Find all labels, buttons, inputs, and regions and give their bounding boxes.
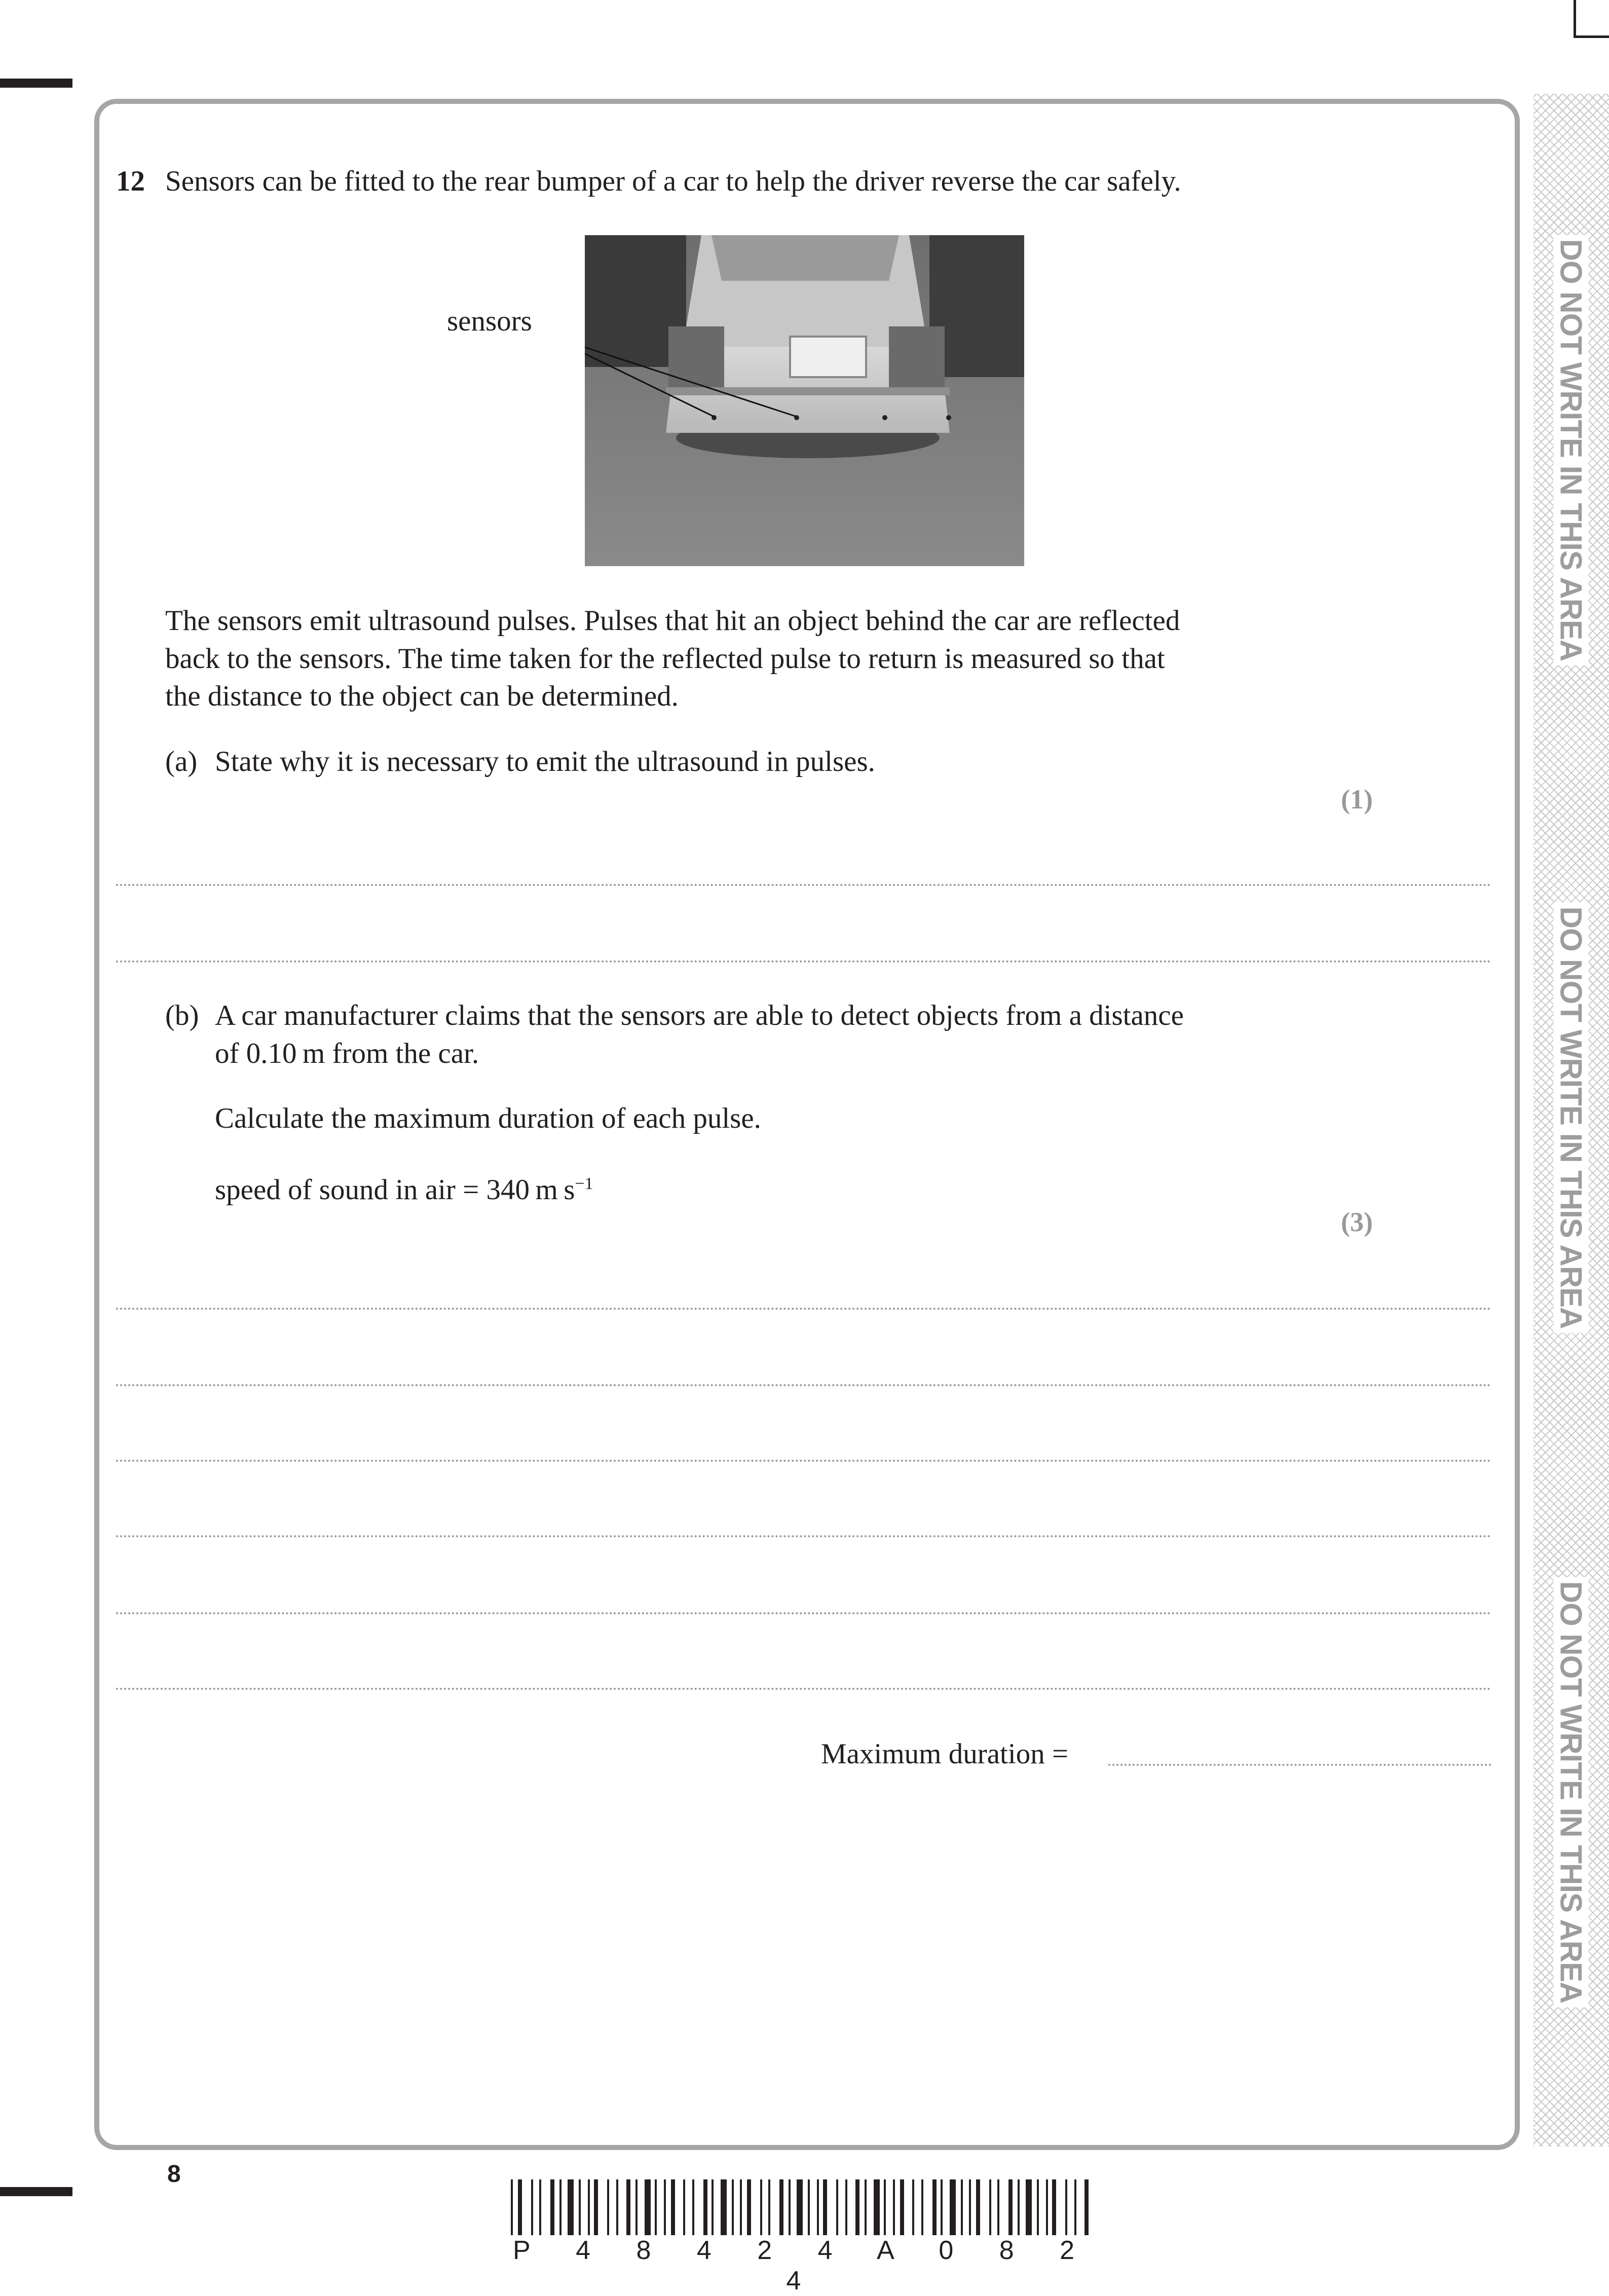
margin-notice: DO NOT WRITE IN THIS AREA (1554, 1577, 1589, 2008)
answer-field-maximum-duration[interactable] (1108, 1764, 1491, 1766)
barcode-bar (671, 2179, 675, 2235)
given-exponent: −1 (575, 1174, 593, 1193)
barcode-bar (594, 2179, 598, 2235)
barcode-bar (855, 2179, 859, 2235)
paragraph-line: back to the sensors. The time taken for the reflected pulse to return is measured so that (165, 643, 1165, 675)
barcode-bar (900, 2179, 904, 2235)
barcode-bar (732, 2179, 734, 2235)
part-b-label: (b) (165, 999, 199, 1031)
barcode-bar (1026, 2179, 1032, 2235)
barcode-text: P 4 8 4 2 4 A 0 8 2 4 (512, 2236, 1094, 2295)
answer-line[interactable] (116, 1612, 1491, 1614)
barcode-bar (747, 2179, 751, 2235)
part-b-text: of 0.10 m from the car. (215, 1038, 479, 1069)
answer-line[interactable] (116, 1688, 1491, 1690)
barcode-bar (932, 2179, 937, 2235)
barcode-bar (808, 2179, 810, 2235)
barcode-bar (941, 2179, 943, 2235)
barcode-bar (817, 2179, 819, 2235)
figure-label-sensors: sensors (447, 305, 532, 337)
margin-notice: DO NOT WRITE IN THIS AREA (1554, 903, 1589, 1333)
barcode-bar (1008, 2179, 1013, 2235)
barcode-bar (823, 2179, 827, 2235)
part-a-label: (a) (165, 746, 198, 777)
part-b-marks: (3) (1341, 1207, 1373, 1237)
barcode-bar (692, 2179, 694, 2235)
given-text: speed of sound in air = 340 m s (215, 1174, 575, 1206)
question-number: 12 (116, 165, 145, 197)
answer-line[interactable] (116, 1460, 1491, 1462)
paragraph-line: The sensors emit ultrasound pulses. Pulses that hit an object behind the car are reflected (165, 605, 1180, 637)
barcode-bar (961, 2179, 963, 2235)
barcode-bar (976, 2179, 980, 2235)
barcode-bar (789, 2179, 791, 2235)
barcode-bar (874, 2179, 880, 2235)
barcode-bar (1074, 2179, 1076, 2235)
barcode-bar (997, 2179, 999, 2235)
barcode-bar (740, 2179, 742, 2235)
answer-line[interactable] (116, 960, 1491, 962)
answer-line[interactable] (116, 1308, 1491, 1310)
barcode-bar (579, 2179, 581, 2235)
barcode-bar (712, 2179, 714, 2235)
barcode-bar (664, 2179, 666, 2235)
barcode-bar (779, 2179, 783, 2235)
margin-notice: DO NOT WRITE IN THIS AREA (1554, 235, 1589, 665)
barcode-bar (950, 2179, 956, 2235)
part-b-given (215, 1167, 593, 1207)
barcode-bar (893, 2179, 895, 2235)
barcode-bar (797, 2179, 803, 2235)
barcode-bar (550, 2179, 554, 2235)
barcode-bar (568, 2179, 574, 2235)
barcode-bar (865, 2179, 867, 2235)
barcode-bar (531, 2179, 533, 2235)
barcode-bar (607, 2179, 609, 2235)
car-rear-photo (585, 235, 1024, 566)
barcode-bar (703, 2179, 707, 2235)
barcode-bar (884, 2179, 886, 2235)
barcode-bar (768, 2179, 770, 2235)
barcode-bar (539, 2179, 541, 2235)
part-a-text: State why it is necessary to emit the ultrasound in pulses. (215, 746, 875, 777)
paragraph-line: the distance to the object can be determined. (165, 680, 679, 712)
barcode-bar (836, 2179, 838, 2235)
answer-label: Maximum duration = (821, 1738, 1069, 1770)
barcode-bar (721, 2179, 727, 2235)
barcode-bar (1065, 2179, 1067, 2235)
barcode-bar (626, 2179, 630, 2235)
answer-line[interactable] (116, 1384, 1491, 1386)
answer-line[interactable] (116, 1535, 1491, 1537)
barcode-bar (616, 2179, 618, 2235)
part-b-instruction: Calculate the maximum duration of each pulse. (215, 1102, 761, 1134)
barcode-bar (1046, 2179, 1048, 2235)
part-b-text: A car manufacturer claims that the sensors are able to detect objects from a distance (215, 999, 1184, 1031)
barcode-bar (518, 2179, 522, 2235)
barcode-bar (1037, 2179, 1039, 2235)
barcode-bar (921, 2179, 923, 2235)
crop-mark-bottom (0, 2187, 72, 2196)
barcode-bar (511, 2179, 513, 2235)
barcode-bar (635, 2179, 638, 2235)
barcode-bar (989, 2179, 991, 2235)
barcode-bar (1084, 2179, 1089, 2235)
barcode-bar (559, 2179, 562, 2235)
barcode-bar (1018, 2179, 1020, 2235)
page-number: 8 (167, 2161, 181, 2188)
barcode-bar (969, 2179, 971, 2235)
crop-mark-top (0, 79, 72, 88)
barcode-bar (588, 2179, 590, 2235)
barcode-bar (1052, 2179, 1056, 2235)
question-intro: Sensors can be fitted to the rear bumper of a car to help the driver reverse the car safely. (165, 165, 1181, 197)
barcode-bar (655, 2179, 657, 2235)
barcode-bar (845, 2179, 847, 2235)
crop-mark-top-right (1574, 0, 1609, 38)
barcode-bar (683, 2179, 685, 2235)
barcode-bar (645, 2179, 651, 2235)
barcode (511, 2179, 1096, 2235)
answer-line[interactable] (116, 884, 1491, 886)
barcode-bar (760, 2179, 762, 2235)
part-a-marks: (1) (1341, 784, 1373, 814)
barcode-bar (912, 2179, 914, 2235)
